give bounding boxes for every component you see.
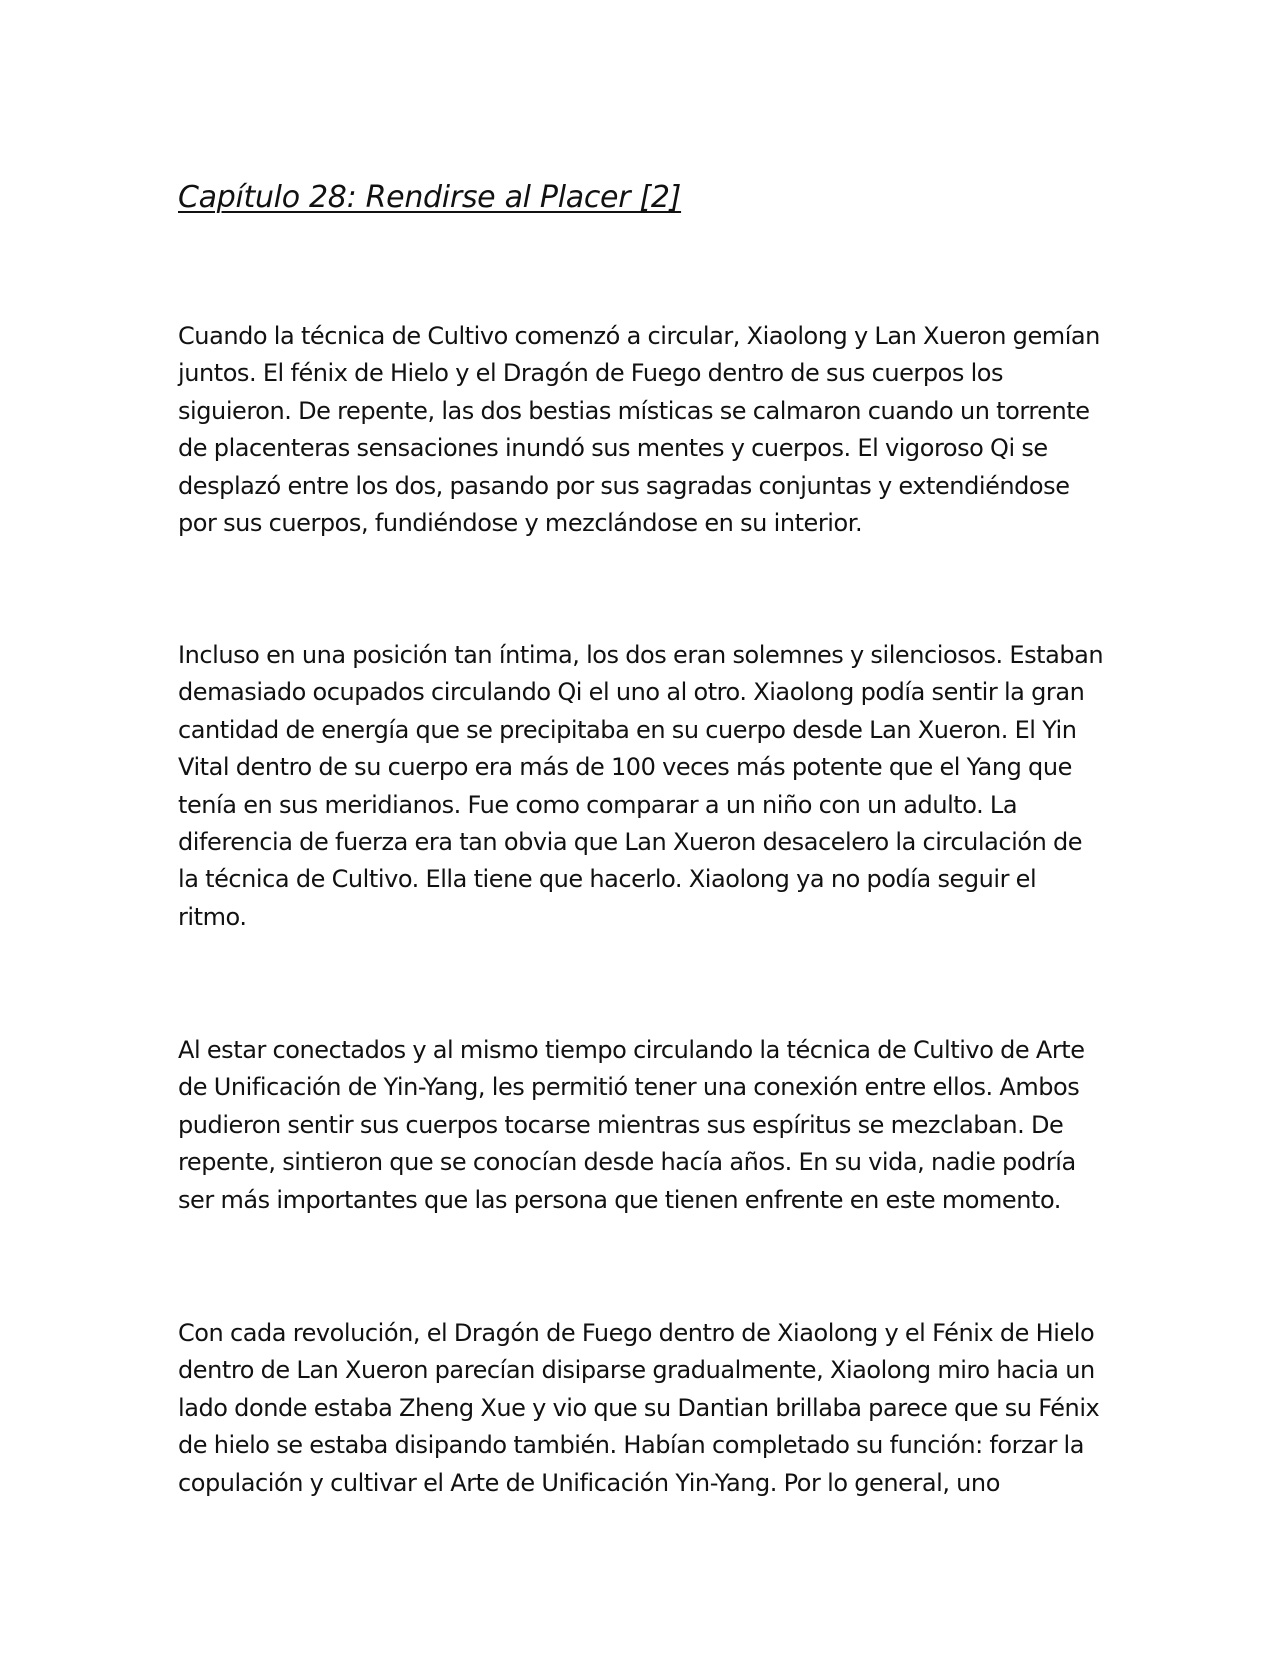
- text-line: lado donde estaba Zheng Xue y vio que su Dantian brillaba parece que su Fénix: [178, 1393, 1100, 1422]
- text-line: Incluso en una posición tan íntima, los dos eran solemnes y silenciosos. Estaban: [178, 641, 1104, 669]
- text-line: cantidad de energía que se precipitaba en su cuerpo desde Lan Xueron. El Yin: [178, 715, 1077, 744]
- text-line: la técnica de Cultivo. Ella tiene que hacerlo. Xiaolong ya no podía seguir el: [178, 865, 1037, 894]
- paragraph-3: [178, 1032, 1098, 1219]
- chapter-title: Capítulo 28: Rendirse al Placer [2]: [178, 180, 682, 215]
- text-line: Vital dentro de su cuerpo era más de 100 veces más potente que el Yang que: [178, 753, 1072, 782]
- paragraph-1: [178, 318, 1098, 542]
- text-line: demasiado ocupados circulando Qi el uno al otro. Xiaolong podía sentir la gran: [178, 678, 1085, 707]
- text-line: ritmo.: [178, 902, 247, 931]
- text-line: diferencia de fuerza era tan obvia que Lan Xueron desacelero la circulación de: [178, 828, 1083, 857]
- paragraph-4: [178, 1315, 1098, 1502]
- text-line: dentro de Lan Xueron parecían disiparse gradualmente, Xiaolong miro hacia un: [178, 1356, 1095, 1385]
- text-line: siguieron. De repente, las dos bestias místicas se calmaron cuando un torrente: [178, 396, 1090, 425]
- text-line: de placenteras sensaciones inundó sus mentes y cuerpos. El vigoroso Qi se: [178, 434, 1048, 463]
- text-line: copulación y cultivar el Arte de Unificación Yin-Yang. Por lo general, uno: [178, 1468, 1000, 1497]
- text-line: ser más importantes que las persona que tienen enfrente en este momento.: [178, 1185, 1061, 1214]
- text-line: Al estar conectados y al mismo tiempo circulando la técnica de Cultivo de Arte: [178, 1036, 1085, 1064]
- text-line: juntos. El fénix de Hielo y el Dragón de Fuego dentro de sus cuerpos los: [178, 359, 1004, 388]
- text-line: pudieron sentir sus cuerpos tocarse mientras sus espíritus se mezclaban. De: [178, 1110, 1064, 1139]
- text-line: repente, sintieron que se conocían desde hacía años. En su vida, nadie podría: [178, 1148, 1076, 1177]
- text-line: tenía en sus meridianos. Fue como comparar a un niño con un adulto. La: [178, 790, 1018, 819]
- text-line: desplazó entre los dos, pasando por sus sagradas conjuntas y extendiéndose: [178, 471, 1070, 500]
- text-line: por sus cuerpos, fundiéndose y mezclándose en su interior.: [178, 509, 863, 538]
- text-line: Con cada revolución, el Dragón de Fuego dentro de Xiaolong y el Fénix de Hielo: [178, 1319, 1095, 1347]
- text-line: de Unificación de Yin-Yang, les permitió tener una conexión entre ellos. Ambos: [178, 1073, 1080, 1102]
- paragraph-2: [178, 637, 1104, 936]
- text-line: de hielo se estaba disipando también. Habían completado su función: forzar la: [178, 1431, 1085, 1460]
- text-line: Cuando la técnica de Cultivo comenzó a circular, Xiaolong y Lan Xueron gemían: [178, 322, 1100, 350]
